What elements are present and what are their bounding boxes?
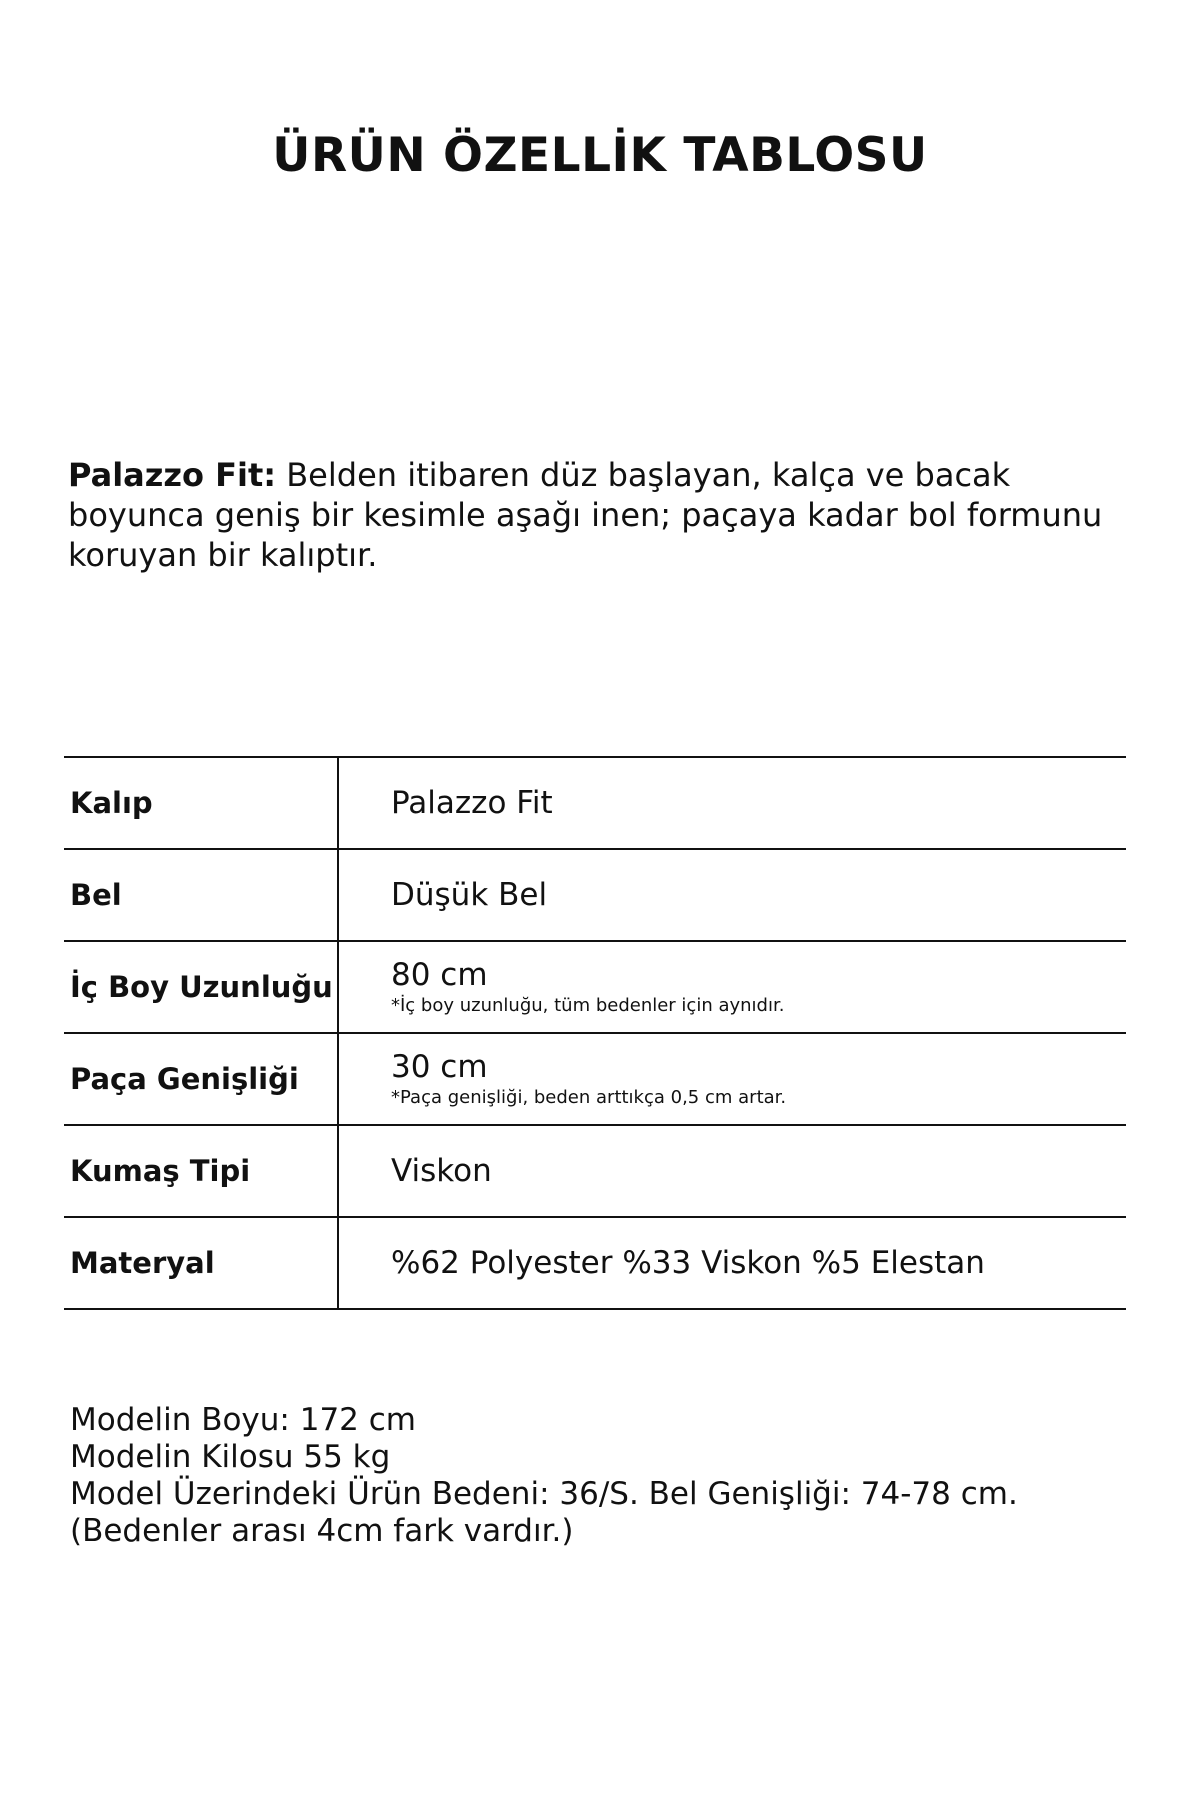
- row-label: Paça Genişliği: [64, 1033, 338, 1125]
- row-value: [338, 849, 1126, 941]
- row-value: [338, 1125, 1126, 1217]
- table-row-materyal: [64, 1217, 1126, 1309]
- fit-description-lead: Palazzo Fit:: [68, 456, 277, 494]
- fit-description: [68, 455, 1148, 575]
- model-weight: Modelin Kilosu 55 kg: [70, 1439, 391, 1475]
- row-value-main: Viskon: [391, 1153, 492, 1189]
- row-value: [338, 1217, 1126, 1309]
- row-label: Bel: [64, 849, 338, 941]
- model-info: [70, 1402, 1130, 1550]
- row-label: Kalıp: [64, 757, 338, 849]
- row-value-main: Palazzo Fit: [391, 785, 553, 821]
- model-height: Modelin Boyu: 172 cm: [70, 1402, 416, 1438]
- spec-table: [64, 756, 1126, 1310]
- row-label: İç Boy Uzunluğu: [64, 941, 338, 1033]
- row-value-note: *İç boy uzunluğu, tüm bedenler için aynıdır.: [391, 995, 785, 1016]
- table-row-paca: [64, 1033, 1126, 1125]
- row-value-main: %62 Polyester %33 Viskon %5 Elestan: [391, 1245, 985, 1281]
- table-row-ic-boy: [64, 941, 1126, 1033]
- table-row-kumas: [64, 1125, 1126, 1217]
- row-value: [338, 757, 1126, 849]
- table-row-kalip: [64, 757, 1126, 849]
- row-label: Materyal: [64, 1217, 338, 1309]
- row-value-main: Düşük Bel: [391, 877, 548, 913]
- table-row-bel: [64, 849, 1126, 941]
- model-size: Model Üzerindeki Ürün Bedeni: 36/S. Bel Genişliği: 74-78 cm. (Bedenler arası 4cm fark vardır.): [70, 1476, 1018, 1549]
- row-value-main: 30 cm: [391, 1049, 488, 1085]
- row-value-note: *Paça genişliği, beden arttıkça 0,5 cm artar.: [391, 1087, 787, 1108]
- row-label: Kumaş Tipi: [64, 1125, 338, 1217]
- fit-description-text: Belden itibaren düz başlayan, kalça ve bacak boyunca geniş bir kesimle aşağı inen; paçaya kadar bol formunu koruyan bir kalıptır.: [68, 456, 1103, 574]
- page-title: ÜRÜN ÖZELLİK TABLOSU: [272, 128, 928, 183]
- row-value: [338, 1033, 1126, 1125]
- row-value-main: 80 cm: [391, 957, 488, 993]
- row-value: [338, 941, 1126, 1033]
